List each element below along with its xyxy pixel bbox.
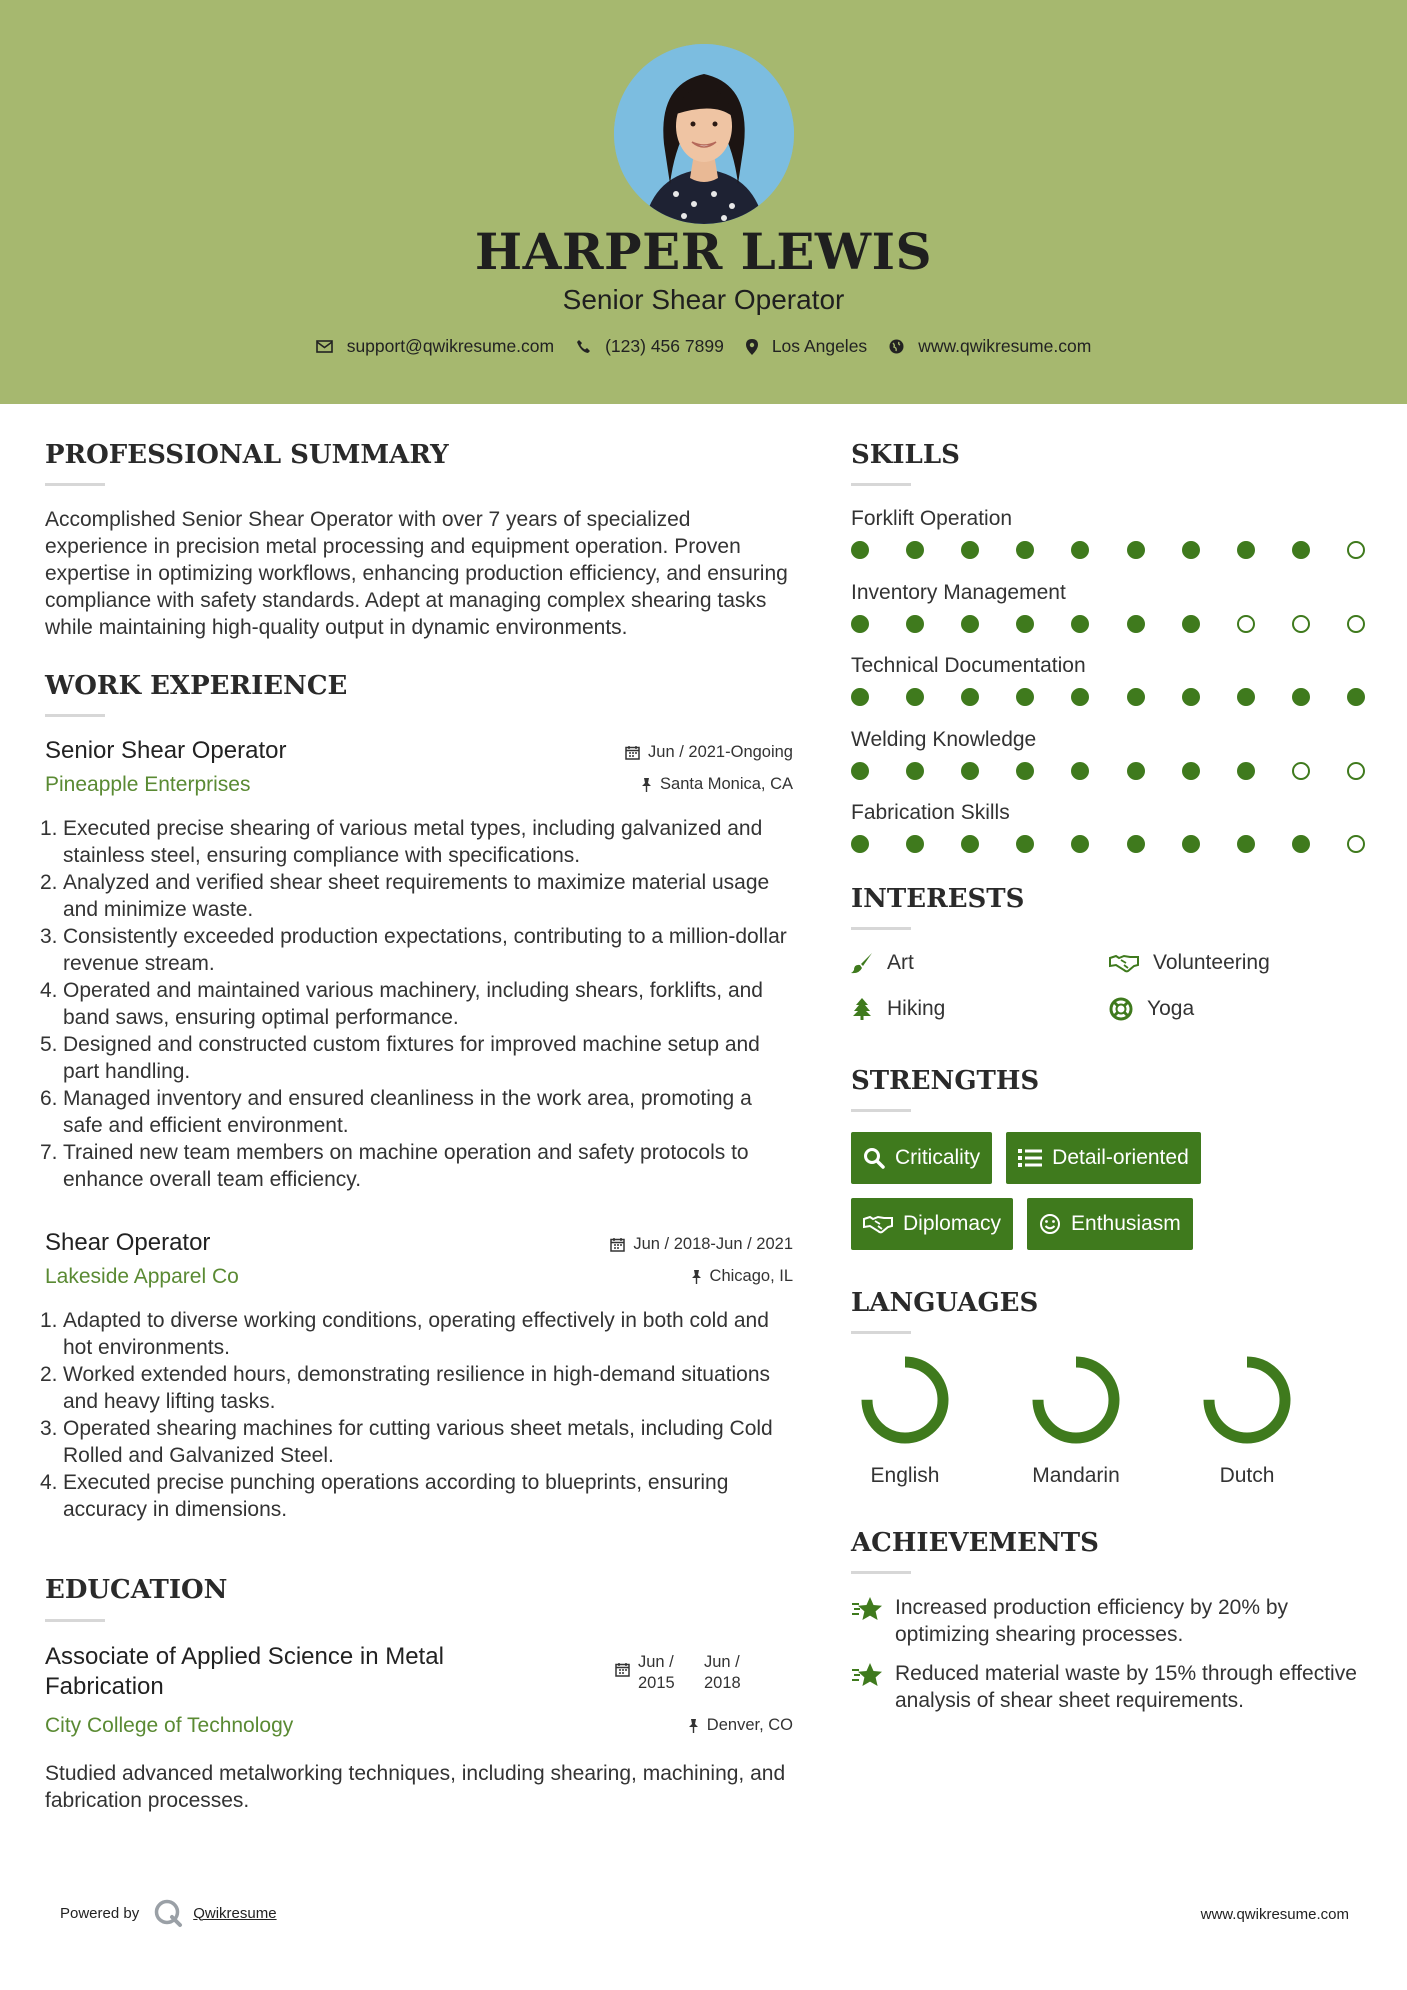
language-ring bbox=[1201, 1354, 1293, 1446]
list-item: 7. Trained new team members on machine operation and safety protocols to enhance overall team efficiency. bbox=[40, 1141, 749, 1192]
job-entry bbox=[40, 1229, 793, 1523]
contact-row bbox=[0, 336, 1407, 357]
phone-icon bbox=[576, 339, 591, 354]
education-heading: EDUCATION bbox=[45, 1575, 228, 1606]
education-degree: Associate of Applied Science in Metal Fabrication bbox=[45, 1642, 444, 1700]
job-entry bbox=[40, 737, 793, 1193]
rating-dot-filled bbox=[961, 762, 979, 780]
interest-item: Hiking bbox=[851, 996, 1109, 1022]
rating-dot-filled bbox=[961, 615, 979, 633]
rating-dot-filled bbox=[961, 688, 979, 706]
strength-badge: Diplomacy bbox=[851, 1198, 1013, 1250]
job-bullets bbox=[40, 1307, 793, 1523]
calendar-icon bbox=[610, 1237, 625, 1252]
list-item: 4. Operated and maintained various machinery, including shears, forklifts, and band saws, ensuring optimal performance. bbox=[40, 979, 763, 1030]
rating-dot-filled bbox=[1182, 615, 1200, 633]
rating-dot-filled bbox=[1292, 835, 1310, 853]
strength-badge: Detail-oriented bbox=[1006, 1132, 1201, 1184]
skills-section bbox=[851, 440, 1371, 874]
language-ring bbox=[1030, 1354, 1122, 1446]
powered-by-text: Powered by bbox=[60, 1904, 140, 1922]
heading-rule bbox=[45, 483, 105, 486]
education-section bbox=[45, 1575, 793, 1813]
job-location bbox=[641, 775, 793, 794]
rating-dot-filled bbox=[1127, 762, 1145, 780]
rating-dot-filled bbox=[1016, 688, 1034, 706]
brand-link[interactable]: Qwikresume bbox=[193, 1904, 277, 1922]
job-date bbox=[625, 743, 793, 762]
list-item: 3. Operated shearing machines for cutting various sheet metals, including Cold Rolled and Galvanized Steel. bbox=[40, 1417, 773, 1468]
skill-rating bbox=[851, 688, 1365, 706]
strengths-heading: STRENGTHS bbox=[851, 1065, 1040, 1096]
map-pin-icon bbox=[746, 339, 758, 355]
rating-dot-filled bbox=[1237, 541, 1255, 559]
contact-email[interactable] bbox=[316, 336, 554, 357]
achievements-heading: ACHIEVEMENTS bbox=[851, 1528, 1099, 1559]
interest-item: Art bbox=[851, 950, 1109, 976]
education-location bbox=[688, 1716, 793, 1735]
interests-section bbox=[851, 884, 1371, 1022]
job-bullets bbox=[40, 815, 793, 1193]
education-school: City College of Technology bbox=[45, 1713, 294, 1737]
skills-heading: SKILLS bbox=[851, 440, 960, 470]
skill-rating bbox=[851, 835, 1365, 853]
rating-dot-empty bbox=[1347, 835, 1365, 853]
interest-item: Yoga bbox=[1109, 996, 1367, 1022]
location-text: Los Angeles bbox=[771, 336, 868, 356]
footer-website[interactable]: www.qwikresume.com bbox=[1200, 1906, 1349, 1923]
heading-rule bbox=[851, 1571, 911, 1574]
rating-dot-filled bbox=[851, 762, 869, 780]
rating-dot-filled bbox=[1292, 541, 1310, 559]
rating-dot-filled bbox=[1071, 688, 1089, 706]
education-header bbox=[45, 1642, 793, 1760]
rating-dot-filled bbox=[851, 615, 869, 633]
rating-dot-filled bbox=[851, 835, 869, 853]
language-name: English bbox=[870, 1464, 940, 1488]
language-level-arc bbox=[1209, 1362, 1285, 1438]
interests-grid bbox=[851, 950, 1371, 1022]
job-location-text: Chicago, IL bbox=[709, 1267, 793, 1286]
education-location-text: Denver, CO bbox=[706, 1715, 793, 1734]
job-role: Senior Shear Operator bbox=[45, 737, 287, 765]
job-header bbox=[45, 1229, 793, 1293]
strength-badge: Enthusiasm bbox=[1027, 1198, 1193, 1250]
achievements-section bbox=[851, 1528, 1371, 1714]
star-icon bbox=[851, 1662, 883, 1688]
strengths-section bbox=[851, 1066, 1371, 1250]
strengths-list bbox=[851, 1132, 1371, 1250]
rating-dot-filled bbox=[1182, 541, 1200, 559]
paintbrush-icon bbox=[851, 952, 873, 974]
envelope-icon bbox=[316, 340, 333, 353]
summary-text: Accomplished Senior Shear Operator with over 7 years of specialized experience in precision metal processing and equipment operation. Proven expertise in optimizing workflows, enhancing production efficiency, and ensuring compliance with safety standards. Adept at managing complex shearing tasks while maintaining high-quality output in dynamic environments. bbox=[45, 508, 788, 640]
rating-dot-filled bbox=[1127, 541, 1145, 559]
contact-phone[interactable] bbox=[576, 336, 724, 357]
smile-icon bbox=[1039, 1213, 1061, 1235]
language-ring bbox=[859, 1354, 951, 1446]
heading-rule bbox=[851, 483, 911, 486]
summary-section bbox=[45, 440, 793, 641]
rating-dot-filled bbox=[906, 762, 924, 780]
list-item: 2. Analyzed and verified shear sheet requirements to maximize material usage and minimize waste. bbox=[40, 871, 770, 922]
interest-item: Volunteering bbox=[1109, 950, 1367, 976]
search-icon bbox=[863, 1147, 885, 1169]
globe-icon bbox=[889, 339, 904, 354]
rating-dot-filled bbox=[1127, 835, 1145, 853]
language-name: Mandarin bbox=[1032, 1464, 1120, 1488]
achievement-item: Reduced material waste by 15% through effective analysis of shear sheet requirements. bbox=[851, 1660, 1371, 1714]
star-icon bbox=[851, 1596, 883, 1622]
calendar-icon bbox=[625, 745, 640, 760]
handshake-icon bbox=[863, 1214, 893, 1234]
email-text: support@qwikresume.com bbox=[346, 336, 555, 356]
rating-dot-filled bbox=[1182, 835, 1200, 853]
languages-heading: LANGUAGES bbox=[851, 1288, 1039, 1319]
list-icon bbox=[1018, 1148, 1042, 1168]
heading-rule bbox=[45, 1619, 105, 1622]
rating-dot-filled bbox=[906, 541, 924, 559]
heading-rule bbox=[45, 714, 105, 717]
job-date bbox=[610, 1235, 793, 1254]
rating-dot-filled bbox=[1182, 688, 1200, 706]
handshake-icon bbox=[1109, 953, 1139, 973]
skills-list bbox=[851, 506, 1371, 874]
skill-name: Welding Knowledge bbox=[851, 727, 1037, 751]
qwikresume-logo-icon bbox=[153, 1898, 183, 1928]
list-item: 1. Adapted to diverse working conditions, operating effectively in both cold and hot environments. bbox=[40, 1309, 769, 1360]
list-item: 4. Executed precise punching operations according to blueprints, ensuring accuracy in dimensions. bbox=[40, 1471, 729, 1522]
left-column bbox=[40, 440, 793, 1814]
language-item bbox=[1193, 1354, 1364, 1488]
skill-item bbox=[851, 800, 1371, 874]
rating-dot-filled bbox=[1071, 835, 1089, 853]
rating-dot-filled bbox=[961, 541, 979, 559]
languages-list bbox=[851, 1354, 1371, 1488]
skill-item bbox=[851, 727, 1371, 801]
job-role: Shear Operator bbox=[45, 1229, 211, 1257]
work-heading: WORK EXPERIENCE bbox=[45, 671, 348, 702]
rating-dot-filled bbox=[1071, 541, 1089, 559]
rating-dot-filled bbox=[1016, 762, 1034, 780]
rating-dot-filled bbox=[1182, 762, 1200, 780]
calendar-icon bbox=[615, 1662, 630, 1677]
rating-dot-filled bbox=[851, 688, 869, 706]
language-level-arc bbox=[1038, 1362, 1114, 1438]
contact-website[interactable] bbox=[889, 336, 1091, 357]
header-banner bbox=[0, 0, 1407, 404]
rating-dot-filled bbox=[1127, 688, 1145, 706]
contact-location bbox=[746, 336, 867, 357]
skill-name: Technical Documentation bbox=[851, 654, 1086, 678]
rating-dot-filled bbox=[1016, 541, 1034, 559]
skill-name: Inventory Management bbox=[851, 580, 1066, 604]
job-date-text: Jun / 2018-Jun / 2021 bbox=[633, 1235, 793, 1254]
list-item: 5. Designed and constructed custom fixtures for improved machine setup and part handling. bbox=[40, 1033, 760, 1084]
candidate-title: Senior Shear Operator bbox=[562, 284, 845, 315]
summary-heading: PROFESSIONAL SUMMARY bbox=[45, 440, 449, 470]
job-location-text: Santa Monica, CA bbox=[660, 775, 793, 794]
rating-dot-empty bbox=[1237, 615, 1255, 633]
rating-dot-filled bbox=[1071, 762, 1089, 780]
rating-dot-filled bbox=[906, 615, 924, 633]
skill-rating bbox=[851, 615, 1365, 633]
education-dates bbox=[615, 1652, 752, 1694]
candidate-name: HARPER LEWIS bbox=[474, 222, 933, 281]
heading-rule bbox=[851, 1109, 911, 1112]
heading-rule bbox=[851, 1331, 911, 1334]
education-date-start: Jun / 2015 bbox=[638, 1652, 675, 1692]
pushpin-icon bbox=[641, 777, 652, 792]
pushpin-icon bbox=[688, 1718, 699, 1733]
profile-photo bbox=[614, 44, 794, 224]
job-location bbox=[691, 1267, 793, 1286]
language-item bbox=[851, 1354, 1022, 1488]
skill-rating bbox=[851, 541, 1365, 559]
skill-rating bbox=[851, 762, 1365, 780]
job-company: Pineapple Enterprises bbox=[45, 773, 251, 797]
footer-powered-by bbox=[60, 1898, 277, 1928]
job-date-text: Jun / 2021-Ongoing bbox=[648, 743, 793, 762]
rating-dot-filled bbox=[1016, 835, 1034, 853]
skill-item bbox=[851, 653, 1371, 727]
rating-dot-empty bbox=[1347, 762, 1365, 780]
rating-dot-empty bbox=[1347, 541, 1365, 559]
rating-dot-filled bbox=[1347, 688, 1365, 706]
language-item bbox=[1022, 1354, 1193, 1488]
language-name: Dutch bbox=[1219, 1464, 1275, 1488]
rating-dot-filled bbox=[906, 835, 924, 853]
skill-item bbox=[851, 580, 1371, 654]
achievement-item: Increased production efficiency by 20% by optimizing shearing processes. bbox=[851, 1594, 1371, 1648]
rating-dot-filled bbox=[1237, 688, 1255, 706]
skill-name: Fabrication Skills bbox=[851, 801, 1010, 825]
list-item: 3. Consistently exceeded production expectations, contributing to a million-dollar revenue stream. bbox=[40, 925, 787, 976]
skill-name: Forklift Operation bbox=[851, 507, 1013, 531]
skill-item bbox=[851, 506, 1371, 580]
languages-section bbox=[851, 1288, 1371, 1488]
list-item: 1. Executed precise shearing of various metal types, including galvanized and stainless steel, ensuring compliance with specifications. bbox=[40, 817, 763, 868]
rating-dot-filled bbox=[961, 835, 979, 853]
rating-dot-empty bbox=[1292, 762, 1310, 780]
strength-badge: Criticality bbox=[851, 1132, 992, 1184]
rating-dot-filled bbox=[1071, 615, 1089, 633]
rating-dot-empty bbox=[1292, 615, 1310, 633]
list-item: 6. Managed inventory and ensured cleanliness in the work area, promoting a safe and efficient environment. bbox=[40, 1087, 752, 1138]
heading-rule bbox=[851, 927, 911, 930]
tree-icon bbox=[851, 998, 873, 1020]
list-item: 2. Worked extended hours, demonstrating resilience in high-demand situations and heavy lifting tasks. bbox=[40, 1363, 771, 1414]
lifebuoy-icon bbox=[1109, 997, 1133, 1021]
rating-dot-filled bbox=[1237, 835, 1255, 853]
rating-dot-filled bbox=[851, 541, 869, 559]
rating-dot-filled bbox=[1292, 688, 1310, 706]
website-text: www.qwikresume.com bbox=[918, 336, 1092, 356]
rating-dot-filled bbox=[1127, 615, 1145, 633]
language-level-arc bbox=[867, 1362, 943, 1438]
rating-dot-filled bbox=[1237, 762, 1255, 780]
education-date-end: Jun / 2018 bbox=[704, 1652, 741, 1692]
right-column bbox=[851, 440, 1371, 1726]
rating-dot-filled bbox=[906, 688, 924, 706]
work-section bbox=[40, 671, 793, 1523]
job-company: Lakeside Apparel Co bbox=[45, 1265, 239, 1289]
interests-heading: INTERESTS bbox=[851, 883, 1025, 914]
phone-text: (123) 456 7899 bbox=[605, 336, 724, 356]
pushpin-icon bbox=[691, 1269, 702, 1284]
rating-dot-empty bbox=[1347, 615, 1365, 633]
rating-dot-filled bbox=[1016, 615, 1034, 633]
job-header bbox=[45, 737, 793, 801]
avatar bbox=[614, 44, 794, 224]
education-description: Studied advanced metalworking techniques, including shearing, machining, and fabrication processes. bbox=[45, 1761, 786, 1812]
